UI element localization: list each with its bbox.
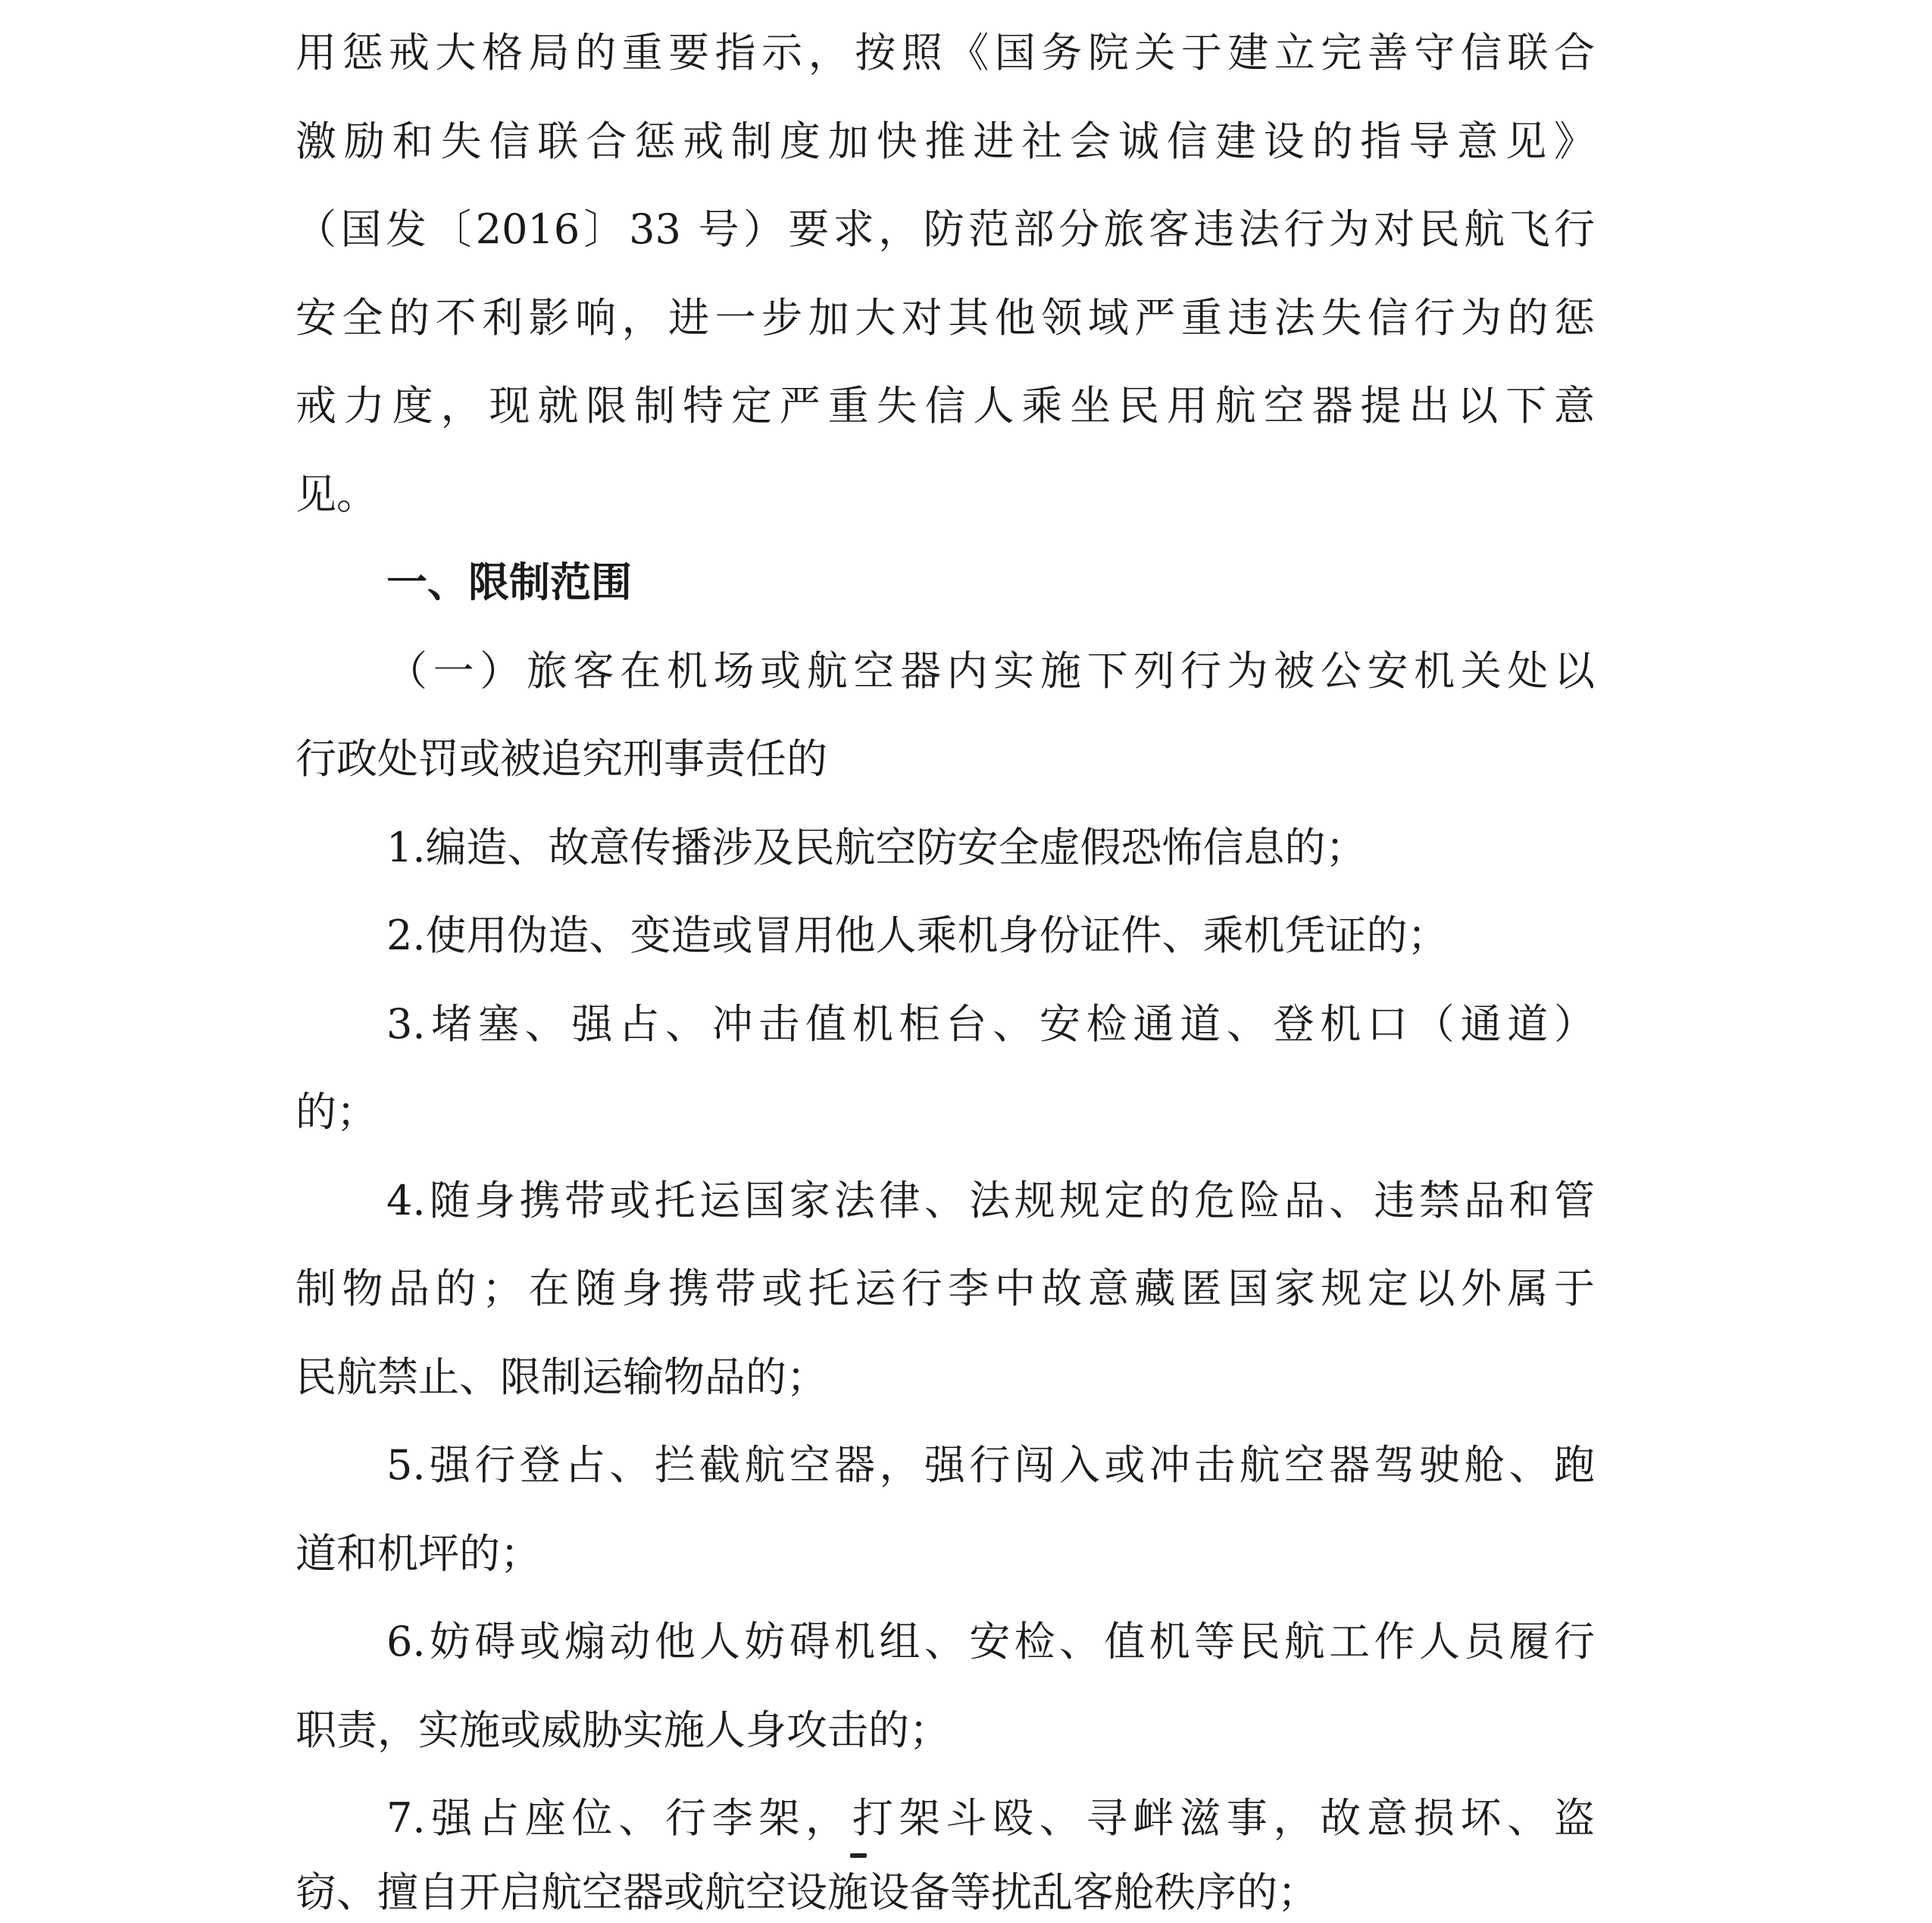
document-body: [295, 0, 1595, 1923]
item-2: 2.使用伪造、变造或冒用他人乘机身份证件、乘机凭证的；: [386, 911, 1449, 959]
item-6-line-1: 6.妨碍或煽动他人妨碍机组、安检、值机等民航工作人员履行: [386, 1618, 1595, 1665]
item-3-line-1: 3.堵塞、强占、冲击值机柜台、安检通道、登机口（通道）: [386, 1000, 1595, 1048]
item-4-line-3: 民航禁止、限制运输物品的；: [295, 1353, 827, 1401]
subsection-heading-line-1: （一）旅客在机场或航空器内实施下列行为被公安机关处以: [386, 647, 1595, 695]
body-line-6: 见。: [295, 471, 377, 518]
item-6-line-2: 职责，实施或威胁实施人身攻击的；: [295, 1706, 950, 1754]
body-line-4: 安全的不利影响，进一步加大对其他领域严重违法失信行为的惩: [295, 294, 1595, 342]
subsection-heading-line-2: 行政处罚或被追究刑事责任的: [295, 735, 827, 783]
item-7-line-1: 7.强占座位、行李架，打架斗殴、寻衅滋事，故意损坏、盗: [386, 1794, 1595, 1842]
body-line-1: 用惩戒大格局的重要指示，按照《国务院关于建立完善守信联合: [295, 29, 1595, 77]
item-4-line-1: 4.随身携带或托运国家法律、法规规定的危险品、违禁品和管: [386, 1177, 1595, 1224]
body-line-5: 戒力度，现就限制特定严重失信人乘坐民用航空器提出以下意: [295, 382, 1595, 430]
item-5-line-1: 5.强行登占、拦截航空器，强行闯入或冲击航空器驾驶舱、跑: [386, 1441, 1595, 1489]
item-5-line-2: 道和机坪的；: [295, 1530, 541, 1577]
scan-speck: [850, 1853, 867, 1858]
item-1: 1.编造、故意传播涉及民航空防安全虚假恐怖信息的；: [386, 824, 1367, 871]
item-4-line-2: 制物品的；在随身携带或托运行李中故意藏匿国家规定以外属于: [295, 1265, 1595, 1312]
item-7-line-2: 窃、擅自开启航空器或航空设施设备等扰乱客舱秩序的；: [295, 1868, 1318, 1916]
section-heading: 一、限制范围: [386, 558, 632, 606]
body-line-2: 激励和失信联合惩戒制度加快推进社会诚信建设的指导意见》: [295, 117, 1595, 165]
body-line-3: （国发〔2016〕33 号）要求，防范部分旅客违法行为对民航飞行: [295, 205, 1595, 253]
item-3-line-2: 的；: [295, 1088, 377, 1136]
